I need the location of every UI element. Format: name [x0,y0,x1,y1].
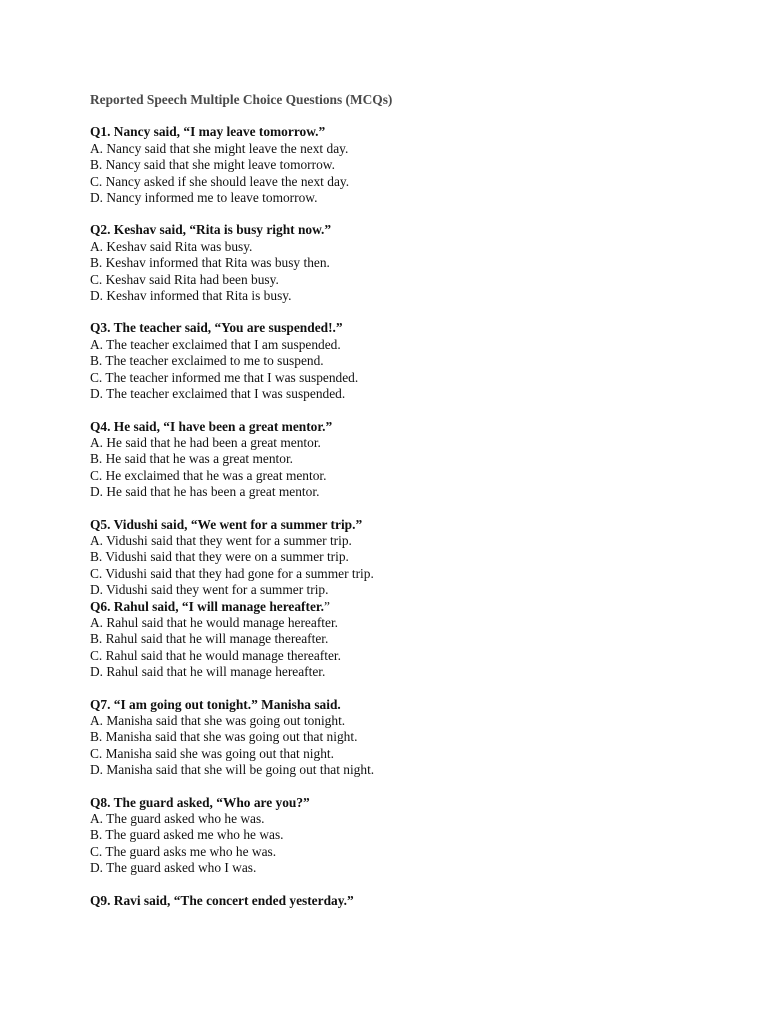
option-c: C. Rahul said that he would manage thereafter. [90,647,341,663]
option-a: A. Manisha said that she was going out tonight. [90,713,346,728]
question-stem [90,893,730,909]
option-a: A. He said that he had been a great mentor. [90,434,321,450]
question-1 [90,124,730,206]
question-stem [90,320,730,336]
option-a: A. Keshav said Rita was busy. [90,238,253,254]
option-d: D. Keshav informed that Rita is busy. [90,288,292,304]
question-5 [90,517,730,599]
option-c: C. The teacher informed me that I was suspended. [90,369,359,385]
question-stem-text: Q4. He said, “I have been a great mentor.” [90,418,333,434]
option-d: D. He said that he has been a great mentor. [90,484,320,500]
option-d: D. Manisha said that she will be going out that night. [90,762,375,778]
question-stem [90,517,730,533]
option-a: A. Nancy said that she might leave the next day. [90,140,349,156]
option-b: B. Keshav informed that Rita was busy then. [90,255,330,271]
document-page [90,92,730,925]
option-a: A. Vidushi said that they went for a summer trip. [90,532,352,548]
question-stem [90,599,730,615]
option-b: B. Vidushi said that they were on a summer trip. [90,549,349,565]
option-d: D. Nancy informed me to leave tomorrow. [90,190,318,206]
option-a: A. Rahul said that he would manage hereafter. [90,614,339,630]
option-a: A. The guard asked who he was. [90,811,265,827]
option-d: D. Vidushi said they went for a summer trip. [90,582,329,598]
question-stem-text: Q6. Rahul said, “I will manage hereafter. [90,598,324,614]
document-title: Reported Speech Multiple Choice Questions (MCQs) [90,92,393,107]
option-d: D. Rahul said that he will manage hereafter. [90,664,326,680]
question-8 [90,795,730,877]
option-b: B. The teacher exclaimed to me to suspend. [90,353,324,369]
option-c: C. He exclaimed that he was a great mentor. [90,467,327,483]
option-c: C. The guard asks me who he was. [90,843,277,859]
question-9 [90,893,730,909]
question-3 [90,320,730,402]
question-stem-text: Q8. The guard asked, “Who are you?” [90,794,310,810]
question-7 [90,697,730,779]
option-c: C. Nancy asked if she should leave the next day. [90,173,350,189]
question-2 [90,222,730,304]
question-stem-text: Q5. Vidushi said, “We went for a summer trip.” [90,516,363,532]
option-c: C. Vidushi said that they had gone for a summer trip. [90,565,374,581]
option-a: A. The teacher exclaimed that I am suspended. [90,336,341,352]
question-stem-text: Q9. Ravi said, “The concert ended yesterday.” [90,892,354,908]
question-stem-text: Q1. Nancy said, “I may leave tomorrow.” [90,124,326,140]
option-b: B. Rahul said that he will manage thereafter. [90,631,329,647]
option-b: B. Nancy said that she might leave tomorrow. [90,157,335,173]
option-d: D. The guard asked who I was. [90,860,257,876]
question-6 [90,599,730,681]
option-b: B. Manisha said that she was going out that night. [90,729,358,745]
question-4 [90,419,730,501]
question-stem [90,697,730,713]
question-stem-text: Q2. Keshav said, “Rita is busy right now.” [90,222,332,238]
option-c: C. Keshav said Rita had been busy. [90,271,279,287]
question-stem [90,124,730,140]
question-stem-text: Q3. The teacher said, “You are suspended!.” [90,320,343,336]
question-stem-text: Q7. “I am going out tonight.” Manisha said. [90,696,341,712]
question-stem-tail: ” [323,598,330,614]
option-b: B. The guard asked me who he was. [90,827,284,843]
option-c: C. Manisha said she was going out that night. [90,745,334,761]
question-stem [90,419,730,435]
question-stem [90,222,730,238]
option-b: B. He said that he was a great mentor. [90,451,294,467]
question-stem [90,795,730,811]
option-d: D. The teacher exclaimed that I was suspended. [90,386,346,402]
